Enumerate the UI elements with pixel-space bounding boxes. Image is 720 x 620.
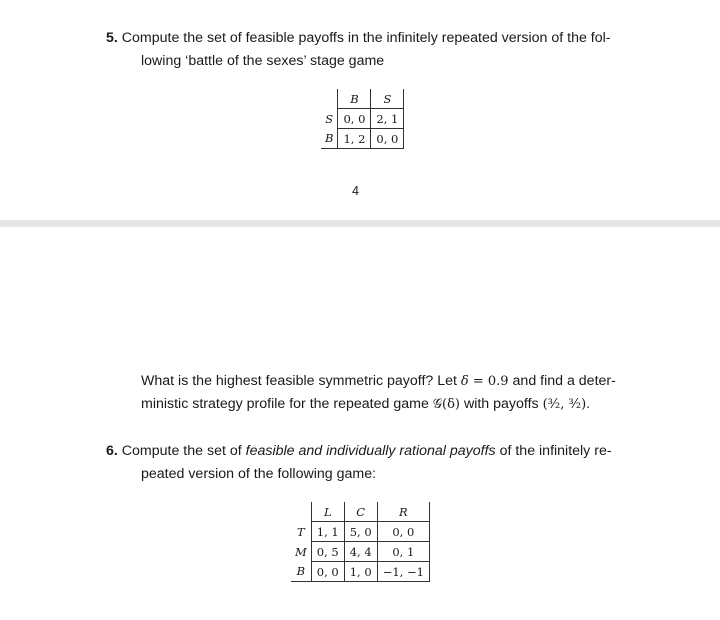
page-number: 4: [352, 184, 359, 198]
table-header-row: [291, 502, 429, 522]
delta-symbol: δ: [460, 374, 469, 389]
question-5-line-2: lowing ‘battle of the sexes’ stage game: [141, 53, 385, 69]
col-header-s: S: [371, 89, 404, 109]
q5-cont-text-b: and find a deter-: [508, 373, 616, 389]
col-header-b: B: [338, 89, 371, 109]
row-label-t: T: [291, 522, 311, 542]
question-6-text: [106, 440, 706, 486]
table-cell: 1, 0: [344, 562, 377, 582]
table-cell: 2, 1: [371, 109, 404, 129]
table-cell: 0, 0: [311, 562, 344, 582]
col-header-r: R: [377, 502, 429, 522]
q6-emphasis: feasible and individually rational payoffs: [245, 443, 496, 459]
q5-cont-text-a: What is the highest feasible symmetric payoff? Let: [141, 373, 461, 389]
page-break-divider: [0, 220, 720, 227]
table-cell: 0, 0: [377, 522, 429, 542]
table-row: [321, 129, 404, 149]
table-cell: 0, 1: [377, 542, 429, 562]
table-cell: 1, 2: [338, 129, 371, 149]
q6-text-a: Compute the set of: [121, 443, 246, 459]
question-6-number: 6.: [106, 443, 118, 459]
table-cell: 0, 0: [338, 109, 371, 129]
col-header-l: L: [311, 502, 344, 522]
row-label-b: B: [321, 129, 338, 149]
three-by-three-game-table: [291, 502, 430, 582]
table-cell: −1, −1: [377, 562, 429, 582]
question-5-text: [106, 27, 706, 73]
row-label-s: S: [321, 109, 338, 129]
table-cell: 4, 4: [344, 542, 377, 562]
table-row: [291, 542, 429, 562]
equals-sign: =: [468, 374, 488, 389]
delta-value: 0.9: [487, 374, 509, 389]
payoff-vector: (³⁄₂, ³⁄₂): [542, 397, 587, 412]
table-row: [291, 522, 429, 542]
col-header-c: C: [344, 502, 377, 522]
row-label-m: M: [291, 542, 311, 562]
question-5-number: 5.: [106, 30, 118, 46]
question-5-line-1: Compute the set of feasible payoffs in the infinitely repeated version of the fol-: [121, 30, 611, 46]
q6-text-b: of the infinitely re-: [495, 443, 612, 459]
repeated-game-symbol: 𝒢(δ): [432, 397, 461, 412]
table-cell: 1, 1: [311, 522, 344, 542]
table-cell: 0, 5: [311, 542, 344, 562]
table-cell: 5, 0: [344, 522, 377, 542]
battle-of-sexes-table: [321, 89, 404, 149]
table-header-row: [321, 89, 404, 109]
table-row: [321, 109, 404, 129]
table-row: [291, 562, 429, 582]
row-label-b: B: [291, 562, 311, 582]
table-cell: 0, 0: [371, 129, 404, 149]
q5-cont-text-c: ministic strategy profile for the repeated game: [141, 396, 433, 412]
question-5-continued: [141, 370, 711, 416]
q5-cont-period: .: [586, 396, 591, 412]
question-6-line-2: peated version of the following game:: [141, 466, 377, 482]
q5-cont-text-d: with payoffs: [460, 396, 543, 412]
